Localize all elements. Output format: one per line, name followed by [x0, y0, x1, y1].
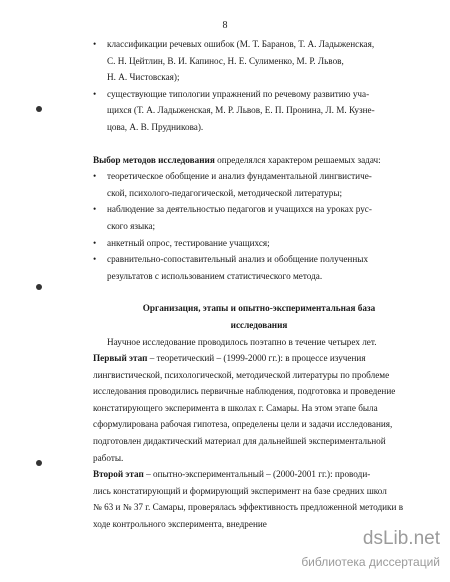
- text-line: лингвистической, психологической, методической литературы по проблеме: [93, 369, 390, 380]
- watermark-subtitle: библиотека диссертаций: [301, 555, 440, 569]
- methods-lead-rest: определялся характером решаемых задач:: [214, 154, 381, 165]
- list-item: [93, 36, 425, 86]
- stage-two-bold: Второй этап: [93, 469, 144, 480]
- list-item: [93, 168, 425, 201]
- text-line: [93, 350, 425, 367]
- text-line: подготовлен дидактический материал для дальнейшей экспериментальной: [93, 436, 386, 447]
- text-line: сформулирована рабочая гипотеза, определены цели и задачи исследования,: [93, 419, 393, 430]
- list-item: [93, 235, 425, 252]
- text-line: сравнительно-сопоставительный анализ и обобщение полученных: [107, 254, 369, 265]
- stage-two-paragraph: [93, 466, 425, 532]
- text-line: цова, А. В. Прудникова).: [107, 121, 204, 132]
- text-line: существующие типологии упражнений по речевому развитию уча-: [107, 88, 370, 99]
- bullet-icon: •: [93, 171, 97, 182]
- text-line: теоретическое обобщение и анализ фундаментальной лингвистиче-: [107, 171, 372, 182]
- methods-lead-bold: Выбор методов исследования: [93, 154, 215, 165]
- watermark-brand: dsLib.net: [362, 528, 440, 549]
- text-fragment: – опытно-экспериментальный – (2000-2001 гг.): проводи-: [143, 469, 371, 480]
- text-line: исследования проводились первичные наблюдения, подготовка и проведение: [93, 386, 396, 397]
- text-line: лись констатирующий и формирующий эксперимент на базе средних школ: [93, 485, 387, 496]
- binding-hole-mark: [36, 460, 42, 466]
- heading-line: Организация, этапы и опытно-экспериментальная база: [142, 303, 376, 314]
- list-item: [93, 86, 425, 136]
- text-line: классификации речевых ошибок (М. Т. Баранов, Т. А. Ладыженская,: [107, 39, 375, 49]
- binding-hole-mark: [36, 284, 42, 290]
- text-line: Н. А. Чистовская);: [107, 72, 180, 83]
- binding-hole-mark: [36, 106, 42, 112]
- bullet-icon: •: [93, 88, 97, 99]
- stage-one-bold: Первый этап: [93, 353, 148, 364]
- text-line: работы.: [93, 452, 124, 463]
- watermark: [290, 528, 440, 568]
- text-line: анкетный опрос, тестирование учащихся;: [107, 237, 270, 248]
- bullet-icon: •: [93, 204, 97, 215]
- page-body: [93, 36, 425, 533]
- bullet-icon: •: [93, 39, 97, 49]
- page-number: 8: [222, 20, 228, 31]
- text-line: ходе контрольного эксперимента, внедрение: [93, 519, 267, 530]
- text-line: [93, 466, 425, 483]
- text-fragment: – теоретический – (1999-2000 гг.): в процессе изучения: [147, 353, 366, 364]
- text-line: щихся (Т. А. Ладыженская, М. Р. Львов, Е. П. Пронина, Л. М. Кузне-: [107, 105, 375, 116]
- bullet-icon: •: [93, 237, 97, 248]
- section-heading: [93, 300, 425, 333]
- text-line: наблюдение за деятельностью педагогов и учащихся на уроках рус-: [107, 204, 372, 215]
- list-item: [93, 251, 425, 284]
- bullet-icon: •: [93, 254, 97, 265]
- heading-line: исследования: [230, 319, 288, 330]
- text-line: № 63 и № 37 г. Самары, проверялась эффективность предложенной методики в: [93, 502, 404, 513]
- text-line: ского языка;: [107, 220, 156, 231]
- text-line: результатов с использованием статистического метода.: [107, 270, 323, 281]
- methods-lead-paragraph: [93, 152, 425, 169]
- stage-one-paragraph: [93, 350, 425, 466]
- list-item: [93, 201, 425, 234]
- text-line: ской, психолого-педагогической, методической литературы;: [107, 187, 343, 198]
- intro-paragraph: Научное исследование проводилось поэтапно в течение четырех лет.: [107, 336, 377, 347]
- text-line: С. Н. Цейтлин, В. И. Капинос, Н. Е. Сулименко, М. Р. Львов,: [107, 55, 344, 66]
- text-line: констатирующего эксперимента в школах г. Самары. На этом этапе была: [93, 402, 378, 413]
